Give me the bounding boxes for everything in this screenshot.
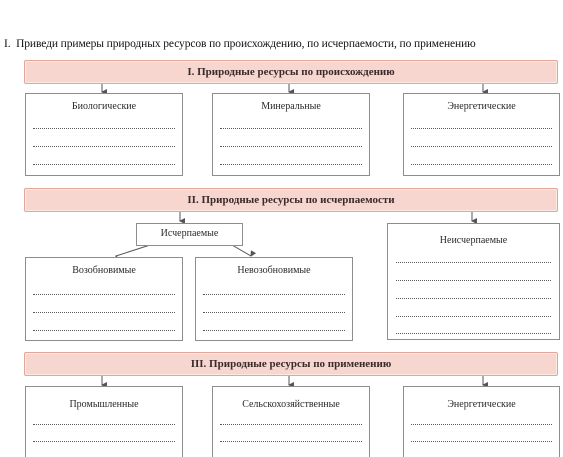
blank-line[interactable]: [33, 330, 175, 331]
blank-line[interactable]: [411, 441, 552, 442]
blank-line[interactable]: [203, 294, 345, 295]
section2-banner: II. Природные ресурсы по исчерпаемости: [24, 188, 558, 212]
blank-line[interactable]: [33, 164, 175, 165]
blank-line[interactable]: [396, 262, 551, 263]
blank-line[interactable]: [396, 298, 551, 299]
blank-line[interactable]: [33, 312, 175, 313]
box-title: Промышленные: [69, 399, 139, 410]
blank-line[interactable]: [411, 164, 552, 165]
blank-line[interactable]: [33, 294, 175, 295]
blank-line[interactable]: [33, 146, 175, 147]
blank-line[interactable]: [220, 441, 362, 442]
box-nonrenewable: [195, 257, 353, 341]
task-text: Приведи примеры природных ресурсов по происхождению, по исчерпаемости, по применению: [16, 38, 476, 50]
blank-line[interactable]: [396, 333, 551, 334]
box-title: Энергетические: [447, 399, 516, 410]
blank-line[interactable]: [396, 316, 551, 317]
blank-line[interactable]: [220, 146, 362, 147]
blank-line[interactable]: [33, 424, 175, 425]
blank-line[interactable]: [203, 330, 345, 331]
section3-banner: III. Природные ресурсы по применению: [24, 352, 558, 376]
blank-line[interactable]: [220, 424, 362, 425]
box-title: Неисчерпаемые: [439, 235, 508, 246]
box-exhaustible: Исчерпаемые: [136, 223, 243, 246]
blank-line[interactable]: [203, 312, 345, 313]
task-statement: [4, 38, 476, 50]
blank-line[interactable]: [220, 164, 362, 165]
box-industrial: [25, 386, 183, 457]
box-title: Невозобновимые: [237, 265, 311, 276]
box-inexhaustible: [387, 223, 560, 340]
box-energy: [403, 93, 560, 176]
box-title: Возобновимые: [72, 265, 136, 276]
blank-line[interactable]: [33, 128, 175, 129]
section1-banner: I. Природные ресурсы по происхождению: [24, 60, 558, 84]
blank-line[interactable]: [411, 146, 552, 147]
box-renewable: [25, 257, 183, 341]
box-title: Минеральные: [261, 101, 321, 112]
blank-line[interactable]: [33, 441, 175, 442]
box-mineral: [212, 93, 370, 176]
blank-line[interactable]: [411, 424, 552, 425]
blank-line[interactable]: [411, 128, 552, 129]
blank-line[interactable]: [396, 280, 551, 281]
box-title: Биологические: [71, 101, 137, 112]
box-biological: [25, 93, 183, 176]
box-agricultural: [212, 386, 370, 457]
box-title: Энергетические: [447, 101, 516, 112]
blank-line[interactable]: [220, 128, 362, 129]
task-number: I.: [4, 38, 11, 50]
box-energy-use: [403, 386, 560, 457]
box-title: Сельскохозяйственные: [242, 399, 340, 410]
